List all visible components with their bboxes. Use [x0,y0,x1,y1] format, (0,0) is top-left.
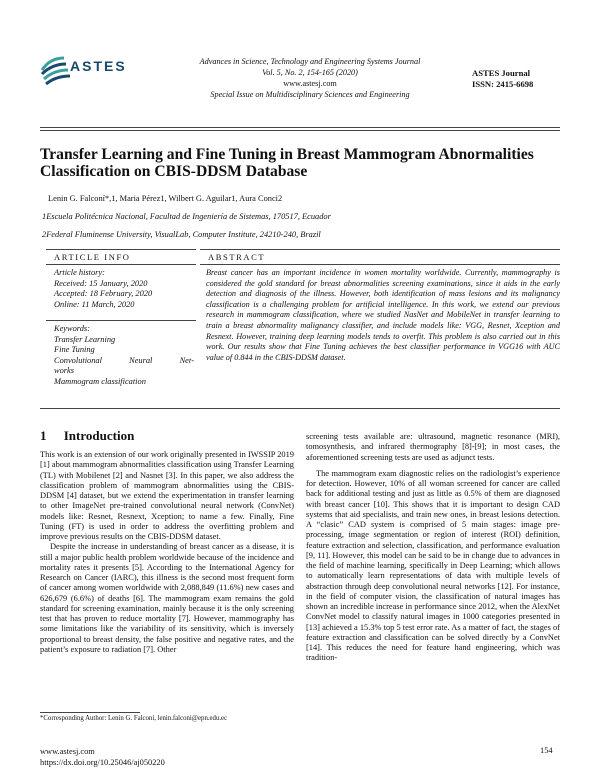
paragraph: The mammogram exam diagnostic relies on the radiologist’s experience for detection. However, 10% of all woman screened for cancer are called back for additional testing and just as little as 0.5% of them are diagnosed with breast cancer [10]. This shows that it is important to design CAD systems that aid specialists, and train new ones, in breast lesions detection. A “clasic” CAD system is comprised of 5 main stages: image pre-processing, image segmentation or region of interest (ROI) definition, feature extraction and selection, classification, and performance evaluation [9, 11]. However, this model can be said to be in change due to advances in the field of machine learning, specifically in Deep Learning; which allows to automatically learn representations of data with multiple levels of abstraction through deep convolutional neural networks [12]. For instance, in the field of computer vision, the classification of natural images has shown an incredible increase in performance since 2012, when the AlexNet ConvNet model to classify natural images in 1000 categories presented in [13] achieved a 15.3% top 5 test error rate. As a matter of fact, the stages of feature extraction and classification can be solved directly by a ConvNet [14]. This reduces the need for feature hand engineering, which was tradition- [306,468,560,663]
keyword: Transfer Learning [54,334,116,344]
logo-mark-icon [40,52,74,88]
section-heading [40,428,134,444]
issn-number: ISSN: 2415-6698 [472,79,534,89]
abstract-bottom-rule [40,408,560,409]
keywords [54,324,194,388]
title-line-2: Classification on CBIS-DDSM Database [40,163,308,180]
paragraph: screening tests available are: ultrasound, magnetic resonance (MRI), tomosynthesis, and infrared thermography [8]-[9]; in most cases, the aforementioned screening tests are used as adjunct tests. [306,432,560,462]
authors: Lenin G. Falconí*,1, Maria Pérez1, Wilbert G. Aguilar1, Aura Conci2 [48,194,283,203]
logo-text: ASTES [70,58,127,74]
header-rule [40,127,560,128]
accepted-date: Accepted: 18 February, 2020 [54,289,153,299]
journal-name: Advances in Science, Technology and Engineering Systems Journal [199,57,421,66]
abstract-rule-2 [200,264,560,265]
affiliation-1: 1Escuela Politécnica Nacional, Facultad de Ingeniería de Sistemas, 170517, Ecuador [42,212,331,221]
paragraph: This work is an extension of our work originally presented in IWSSIP 2019 [1] about mammogram abnormalities classification using Transfer Learning (TL) with Mobilenet [2] and Nasnet [3]. In this paper, we also address the classification problem of mammogram abnormalities using the CBIS-DDSM [4] dataset, but we extend the experimentation in transfer learning to other ImageNet pre-trained convolutional neural network (ConvNet) models like: Resnet, Resnext, Xception; to name a few. Finally, Fine Tuning (FT) is used in order to address the overfitting problem and improve previous results on the CBIS-DDSM dataset. [40,450,294,541]
info-rule-3 [46,320,196,321]
paper-title [40,146,560,180]
keyword: Mammogram classification [54,376,146,386]
special-issue: Special Issue on Multidisciplinary Sciences and Engineering [210,90,410,99]
keyword: works [54,366,75,376]
footnote: *Corresponding Author: Lenin G. Falconí, lenin.falconi@epn.edu.ec [40,715,228,722]
footnote-rule [40,712,140,713]
abstract-rule [200,249,560,250]
section-number: 1 [40,428,47,443]
paragraph: Despite the increase in understanding of breast cancer as a disease, it is still a major public health problem worldwide because of the incidence and mortality rates it presents [5]. According to the International Agency for Research on Cancer (IARC), this illness is the second most frequent form of cancer among women worldwide with 2,088,849 (11.6%) new cases and 626,679 (6.6%) of deaths [6]. The mammogram exam remains the gold standard for screening examination, mainly because it is the only screening test that has proven to reduce mortality [7]. However, mammography has some limitations like the variability of its sensitivity, which is inversely proportional to breast density, the false positive and negative rates, and the patient’s exposure to radiation [7]. Other [40,542,294,654]
abstract-heading: ABSTRACT [208,252,266,262]
article-info-heading: ARTICLE INFO [54,252,131,262]
title-line-1: Transfer Learning and Fine Tuning in Breast Mammogram Abnormalities [40,146,534,163]
received-date: Received: 15 January, 2020 [54,278,148,288]
right-column [306,432,560,664]
keyword: Fine Tuning [54,345,95,355]
journal-header [170,56,450,100]
info-rule-2 [46,264,196,265]
history-label: Article history: [54,268,105,277]
info-rule [46,249,196,250]
footer-site-link[interactable]: www.astesj.com [40,747,95,756]
section-title: Introduction [63,428,135,443]
keyword: Convolutional Neural Net- [54,355,194,365]
footer-doi-link[interactable]: https://dx.doi.org/10.25046/aj050220 [40,758,165,767]
affiliation-2: 2Federal Fluminense University, VisualLab, Computer Institute, 24210-240, Brazil [42,230,321,239]
issn-box [472,68,582,90]
abstract-text: Breast cancer has an important incidence in women mortality worldwide. Currently, mammography is considered the gold standard for breast abnormalities screening examinations, since it aids in the early detection and diagnosis of the illness. However, both identification of mass lesions and its malignancy classification is a challenging problem for artificial intelligence. In this work, we extend our previous research in mammogram classification, where we studied NasNet and MobileNet in transfer learning to train a breast abnormality malignancy classifier, and include models like: VGG, Resnet, Xception and Resnext. However, training deep learning models tends to overfit. This problem is also carried out in this work. Our results show that Fine Tuning achieves the best classifier performance in VGG16 with AUC value of 0.844 in the CBIS-DDSM dataset. [206,268,560,362]
journal-website: www.astesj.com [283,79,337,88]
left-column [40,450,294,655]
header-rule-2 [40,130,560,131]
article-history [54,268,194,310]
page-number: 154 [540,746,553,755]
online-date: Online: 11 March, 2020 [54,299,135,309]
journal-volume: Vol. 5, No. 2, 154-165 (2020) [262,68,358,77]
page-footer [40,746,165,768]
keywords-label: Keywords: [54,324,90,333]
issn-journal: ASTES Journal [472,68,531,78]
